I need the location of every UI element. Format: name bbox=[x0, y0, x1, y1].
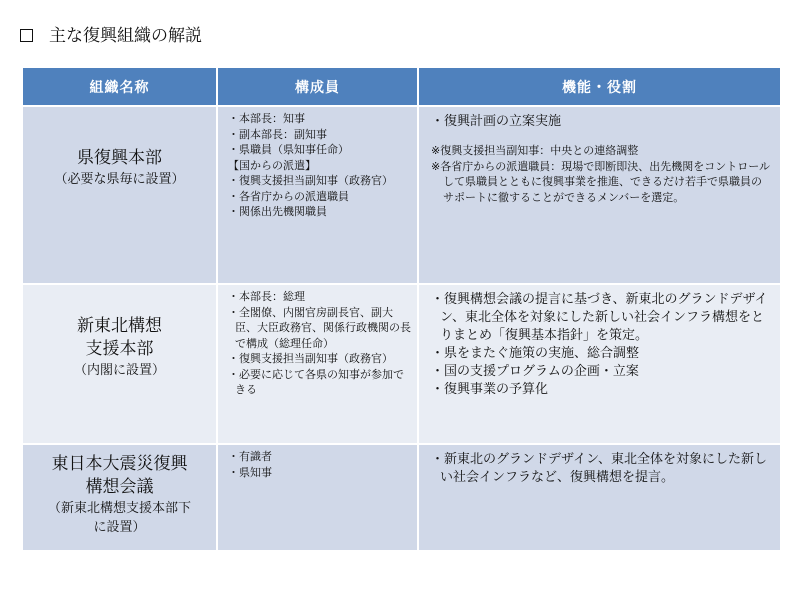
page-title-text: 主な復興組織の解説 bbox=[49, 26, 202, 46]
functions-cell bbox=[419, 107, 780, 285]
member-item: ・関係出先機関職員 bbox=[228, 205, 327, 218]
member-item: ・全閣僚、内閣官房副長官、副大臣、大臣政務官、関係行政機関の長で構成（総理任命） bbox=[228, 305, 411, 350]
member-item: ・各省庁からの派遣職員 bbox=[228, 189, 349, 203]
member-item: ・有識者 bbox=[228, 450, 272, 463]
members-cell bbox=[218, 107, 419, 285]
column-header-members: 構成員 bbox=[218, 68, 419, 107]
functions-cell bbox=[419, 285, 780, 445]
member-item: ・本部長：知事 bbox=[228, 112, 305, 125]
organization-table bbox=[23, 68, 780, 552]
function-item: ・県をまたぐ施策の実施、総合調整 bbox=[431, 346, 640, 361]
member-item: 【国からの派遣】 bbox=[228, 158, 316, 172]
org-name-cell bbox=[23, 107, 218, 285]
functions-cell bbox=[419, 445, 780, 552]
member-item: ・副本部長：副知事 bbox=[228, 127, 327, 141]
table-header-row bbox=[23, 68, 780, 107]
function-item: ・国の支援プログラムの企画・立案 bbox=[431, 364, 639, 379]
members-cell bbox=[218, 285, 419, 445]
member-item: ・本部長：総理 bbox=[228, 290, 305, 303]
checkbox-square-icon bbox=[20, 29, 33, 42]
member-item: ・復興支援担当副知事（政務官） bbox=[228, 174, 393, 187]
column-header-functions: 機能・役割 bbox=[419, 68, 780, 107]
org-name-cell bbox=[23, 285, 218, 445]
function-item: ・復興構想会議の提言に基づき、新東北のグランドデザイン、東北全体を対象にした新しい社会インフラ構想をとりまとめ「復興基本指針」を策定。 bbox=[431, 292, 768, 343]
org-note: （必要な県毎に設置） bbox=[54, 172, 185, 187]
function-item: ・復興事業の予算化 bbox=[431, 382, 549, 397]
member-item: ・県職員（県知事任命） bbox=[228, 143, 349, 156]
org-name: 新東北構想 bbox=[77, 316, 162, 336]
member-item: ・必要に応じて各県の知事が参加できる bbox=[228, 367, 404, 396]
function-item: ・復興計画の立案実施 bbox=[431, 114, 562, 129]
org-name-cell bbox=[23, 445, 218, 552]
function-note: ※各省庁からの派遣職員：現場で即断即決、出先機関をコントロールして県職員とともに復興事業を推進、できるだけ若手で県職員のサポートに徹することができるメンバーを選定。 bbox=[431, 159, 770, 204]
org-name: 東日本大震災復興 bbox=[51, 454, 188, 474]
org-note: に設置） bbox=[93, 520, 146, 535]
org-name: 支援本部 bbox=[85, 339, 154, 359]
org-name: 県復興本部 bbox=[77, 148, 162, 168]
org-name: 構想会議 bbox=[85, 477, 154, 497]
org-note: （内閣に設置） bbox=[73, 363, 165, 378]
table-row bbox=[23, 445, 780, 552]
function-item: ・新東北のグランドデザイン、東北全体を対象にした新しい社会インフラなど、復興構想を提言。 bbox=[431, 452, 768, 485]
column-header-name: 組織名称 bbox=[23, 68, 218, 107]
members-cell bbox=[218, 445, 419, 552]
member-item: ・県知事 bbox=[228, 465, 272, 479]
page-title bbox=[20, 24, 202, 48]
member-item: ・復興支援担当副知事（政務官） bbox=[228, 352, 393, 365]
table-row bbox=[23, 285, 780, 445]
org-note: （新東北構想支援本部下 bbox=[47, 501, 191, 516]
function-note: ※復興支援担当副知事：中央との連絡調整 bbox=[431, 144, 639, 157]
table-row bbox=[23, 107, 780, 285]
